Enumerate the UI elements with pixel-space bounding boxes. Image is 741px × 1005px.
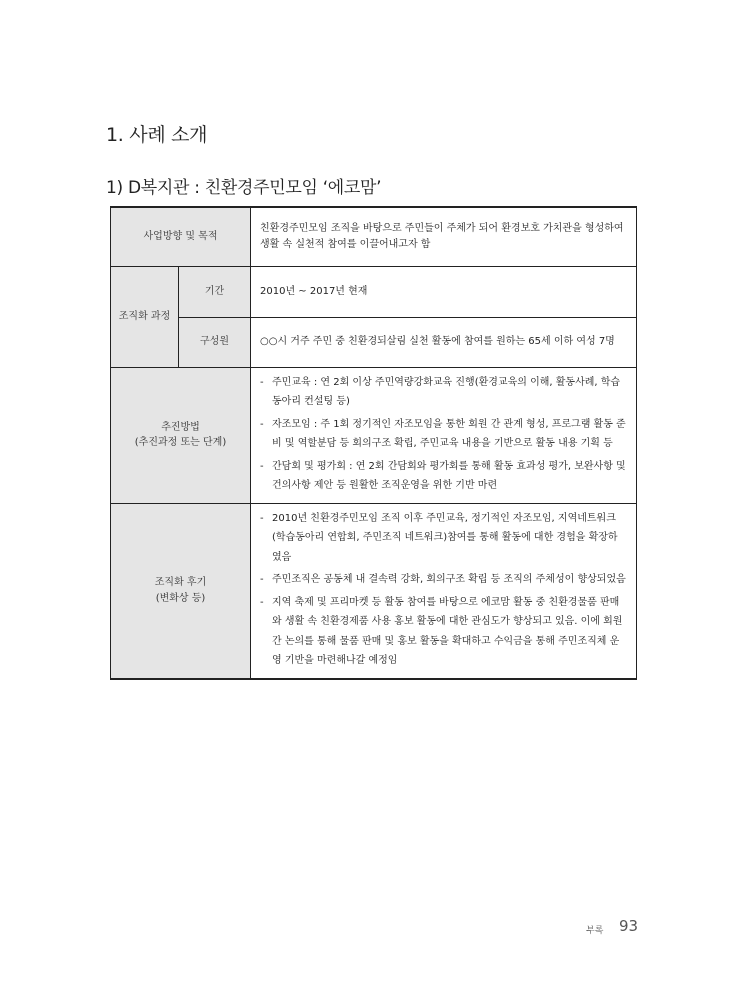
- review-list: [260, 509, 627, 671]
- list-item: - 주민조직은 공동체 내 결속력 강화, 회의구조 확립 등 조직의 주체성이 향상되었음: [260, 570, 627, 590]
- method-row: [111, 367, 637, 503]
- list-item: - 지역 축제 및 프리마켓 등 활동 참여를 바탕으로 에코맘 활동 중 친환경물품 판매와 생활 속 친환경제품 사용 홍보 활동에 대한 관심도가 향상되고 있음. 이에 회원 간 논의를 통해 물품 판매 및 홍보 활동을 확대하고 수익금을 통해 주민조직체 운영 기반을 마련해나갈 예정임: [260, 593, 627, 671]
- list-item: - 2010년 친환경주민모임 조직 이후 주민교육, 정기적인 자조모임, 지역네트워크(학습동아리 연합회, 주민조직 네트워크)참여를 통해 활동에 대한 경험을 확장하였음: [260, 509, 627, 568]
- method-list: [260, 373, 627, 496]
- section-title: 1. 사례 소개: [106, 124, 208, 146]
- members-text: ○○시 거주 주민 중 친환경되살림 실천 활동에 참여를 원하는 65세 이하 여성 7명: [251, 317, 637, 367]
- review-row: [111, 503, 637, 679]
- review-label: [111, 503, 251, 679]
- review-content: [251, 503, 637, 679]
- members-label: 구성원: [179, 317, 251, 367]
- period-label: 기간: [179, 266, 251, 317]
- case-table: [110, 206, 637, 680]
- purpose-label: 사업방향 및 목적: [111, 207, 251, 266]
- method-label: [111, 367, 251, 503]
- list-item: - 주민교육 : 연 2회 이상 주민역량강화교육 진행(환경교육의 이해, 활동사례, 학습동아리 컨설팅 등): [260, 373, 627, 412]
- subsection-title: 1) D복지관 : 친환경주민모임 ‘에코맘’: [106, 178, 382, 198]
- review-label-line-2: (변화상 등): [155, 592, 206, 604]
- period-row: [111, 266, 637, 317]
- method-label-line-2: (추진과정 또는 단계): [134, 437, 227, 448]
- purpose-text: 친환경주민모임 조직을 바탕으로 주민들이 주체가 되어 환경보호 가치관을 형성하여 생활 속 실천적 참여를 이끌어내고자 함: [251, 207, 637, 266]
- method-content: [251, 367, 637, 503]
- method-label-line-1: 추진방법: [161, 421, 200, 433]
- list-item: - 자조모임 : 주 1회 정기적인 자조모임을 통한 회원 간 관계 형성, 프로그램 활동 준비 및 역할분담 등 회의구조 확립, 주민교육 내용을 기반으로 활동 내용 기획 등: [260, 415, 627, 454]
- members-row: [111, 317, 637, 367]
- purpose-row: [111, 207, 637, 266]
- list-item: - 간담회 및 평가회 : 연 2회 간담회와 평가회를 통해 활동 효과성 평가, 보완사항 및 건의사항 제안 등 원활한 조직운영을 위한 기반 마련: [260, 457, 627, 496]
- process-label: 조직화 과정: [111, 266, 179, 367]
- review-label-line-1: 조직화 후기: [154, 577, 207, 588]
- period-text: 2010년 ~ 2017년 현재: [251, 266, 637, 317]
- page-number: 93: [619, 917, 639, 935]
- footer-label: 부록: [586, 926, 604, 936]
